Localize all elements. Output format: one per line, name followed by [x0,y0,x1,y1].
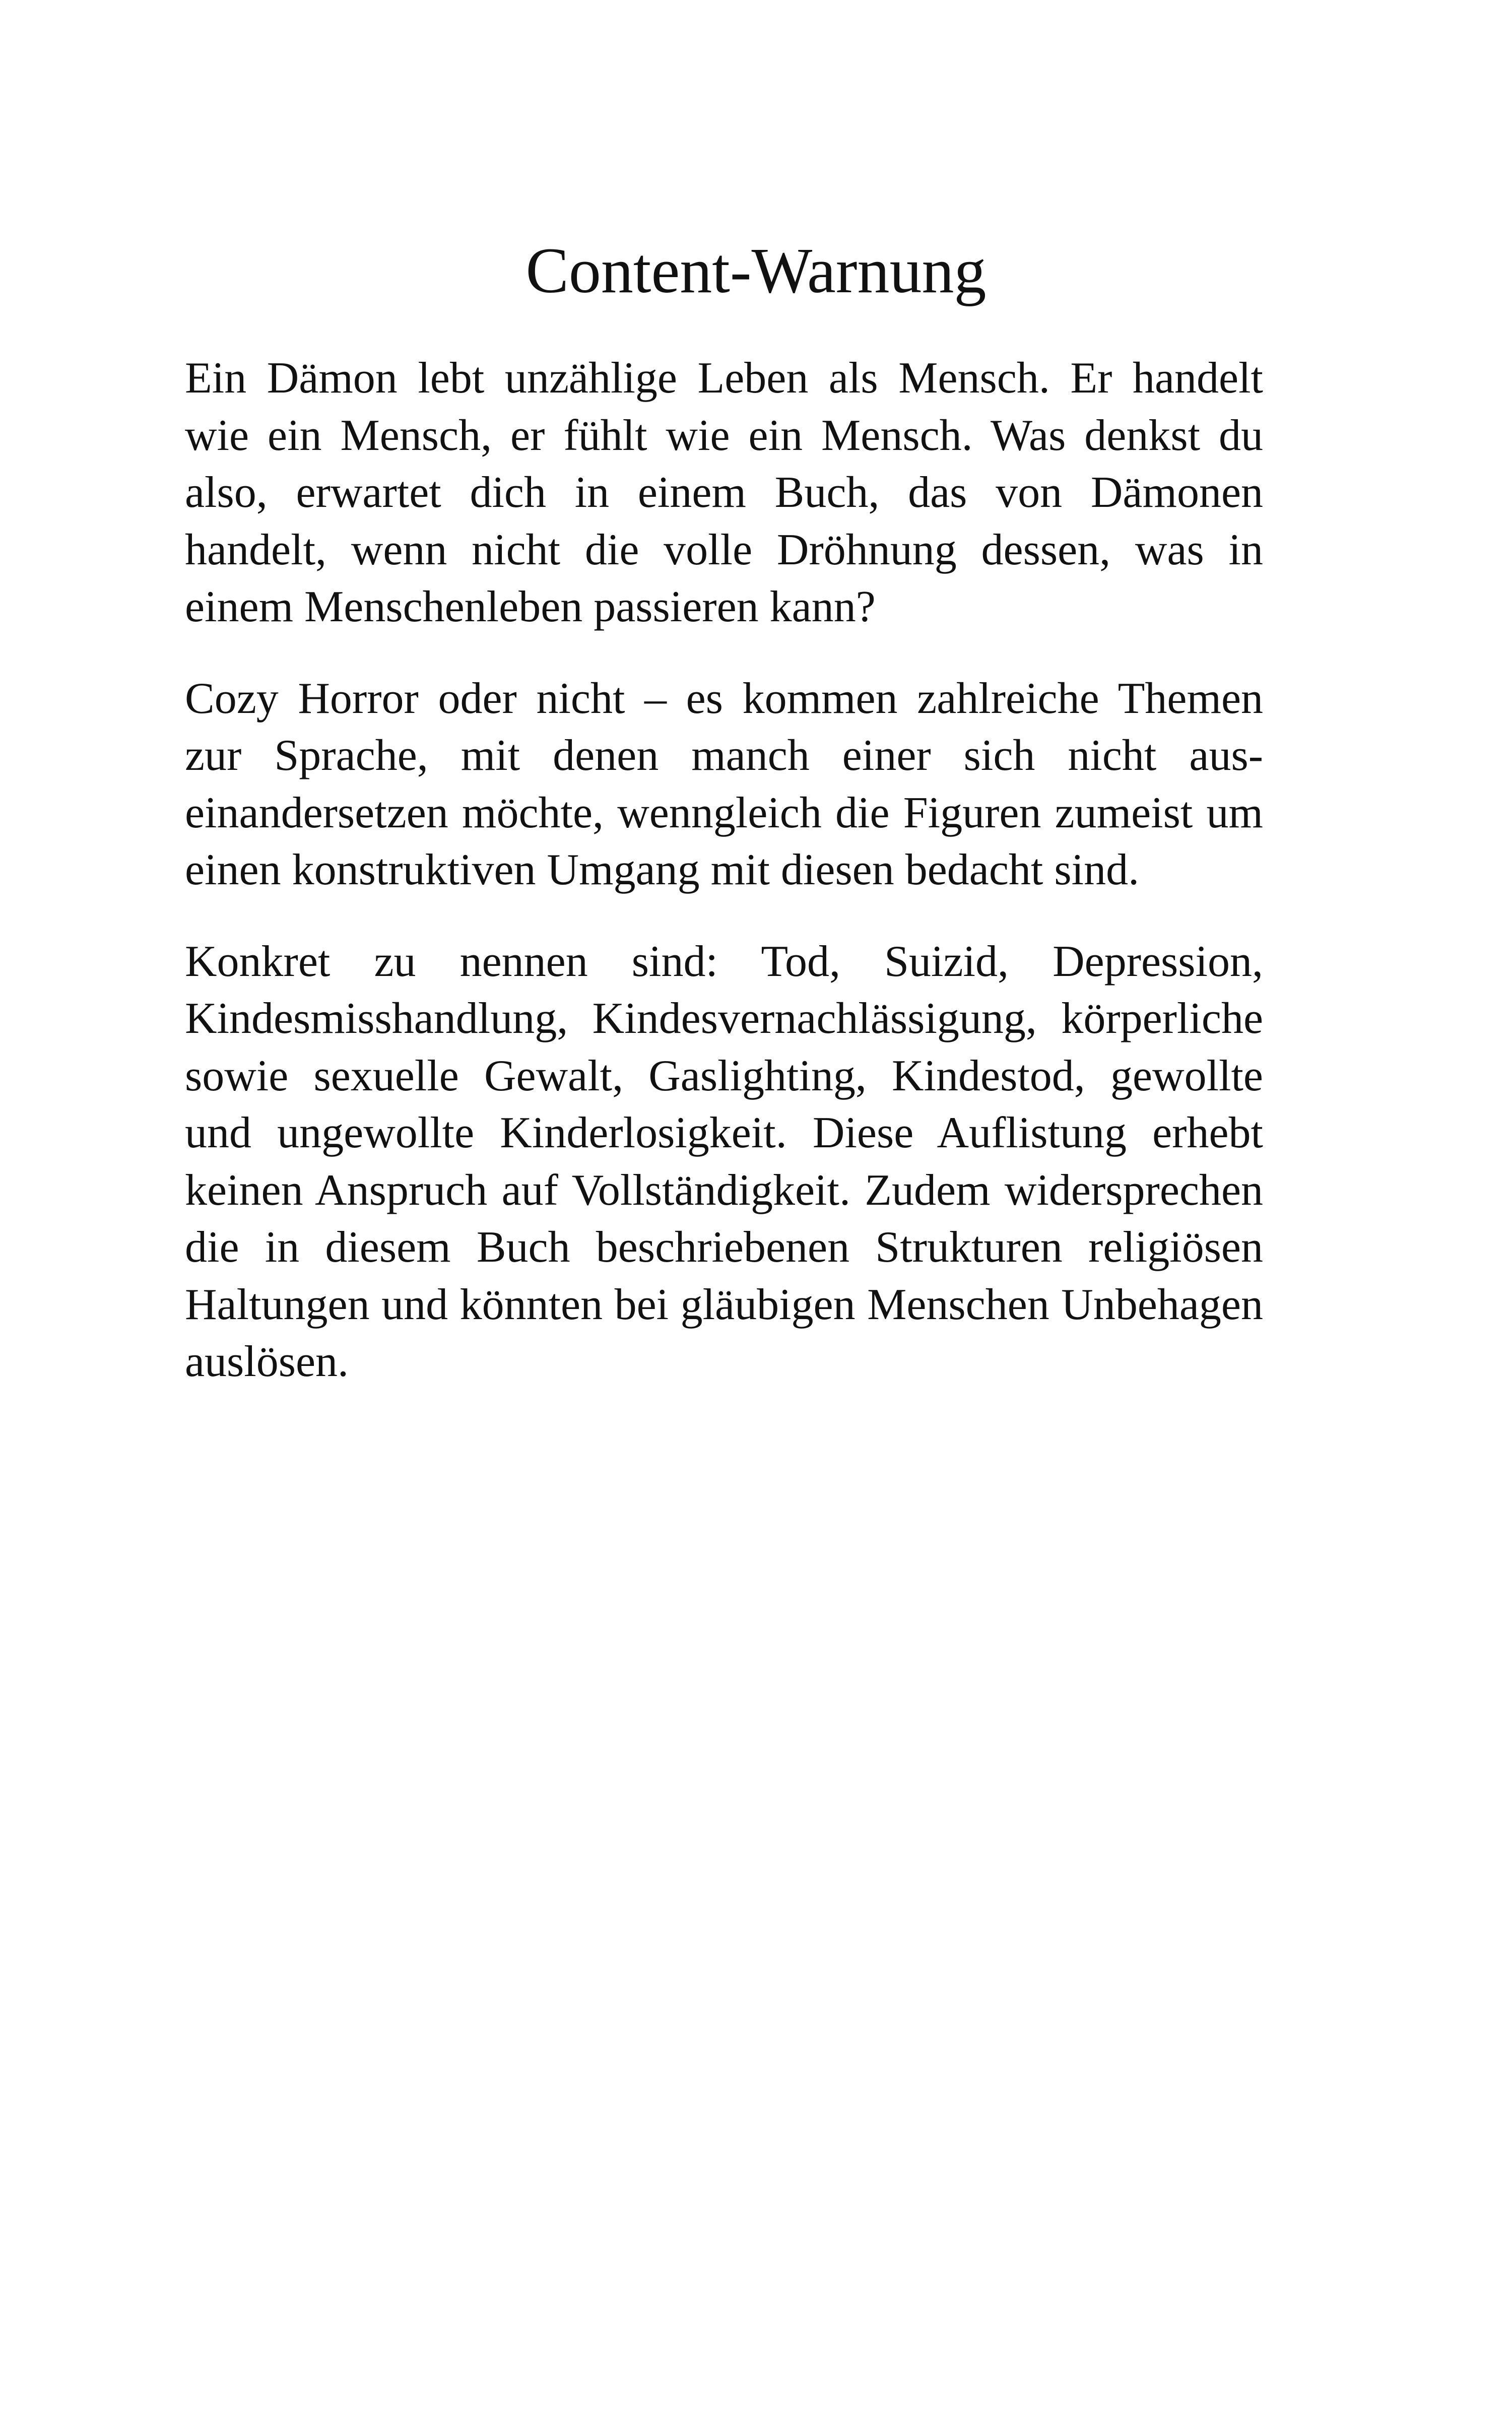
page-title: Content-Warnung [525,235,987,306]
paragraph-topics-list: Konkret zu nennen sind: Tod, Suizid, Depression, Kindesmisshandlung, Kindesvernachlässigung, körperliche sowie sexuelle Gewalt, Gaslighting, Kindestod, gewollte und ungewollte Kinderlosigkeit. Diese Auflistung erhebt keinen Anspruch auf Vollständigkeit. Zudem widersprechen die in diesem Buch beschriebenen Strukturen religiösen Haltungen und könnten bei gläubigen Menschen Unbehagen auslösen. [185,937,1263,1386]
body-text [185,350,1263,1425]
paragraph-intro: Ein Dämon lebt unzählige Leben als Mensch. Er handelt wie ein Mensch, er fühlt wie ein Mensch. Was denkst du also, erwartet dich in einem Buch, das von Dämonen handelt, wenn nicht die volle Dröhnung dessen, was in einem Menschenleben passieren kann? [185,354,1263,631]
paragraph-cozy-horror: Cozy Horror oder nicht – es kommen zahlreiche Themen zur Sprache, mit denen manch einer sich nicht auseinandersetzen möchte, wenngleich die Figuren zumeist um einen konstruktiven Umgang mit diesen bedacht sind. [185,674,1263,894]
